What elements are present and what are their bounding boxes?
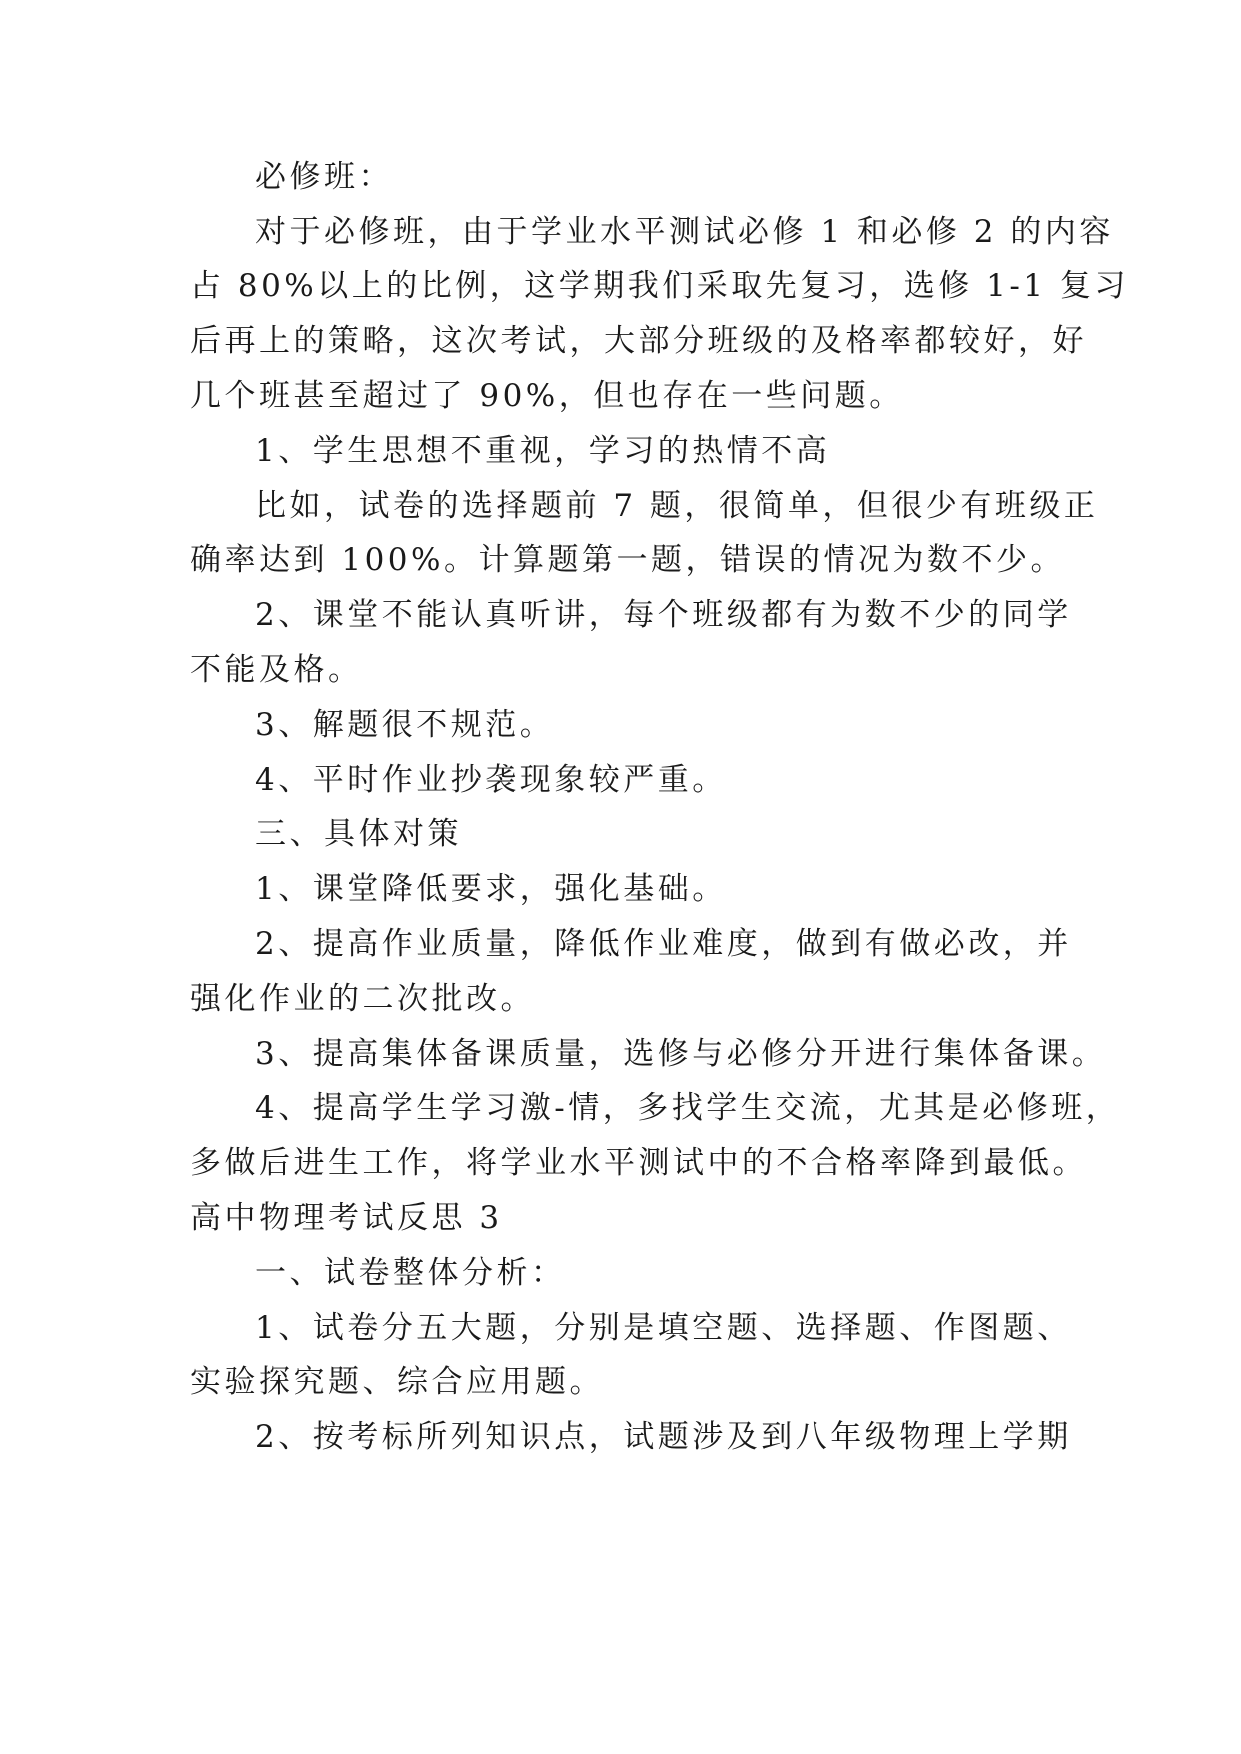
paragraph-line: 不能及格。 [190, 652, 363, 688]
paragraph-line: 对于必修班，由于学业水平测试必修 1 和必修 2 的内容 [255, 214, 1114, 250]
paragraph-line: 后再上的策略，这次考试，大部分班级的及格率都较好，好 [190, 323, 1087, 359]
paragraph-line: 几个班甚至超过了 90%，但也存在一些问题。 [190, 378, 904, 414]
paragraph-line: 确率达到 100%。计算题第一题，错误的情况为数不少。 [190, 542, 1065, 578]
paragraph-line: 1、学生思想不重视，学习的热情不高 [255, 433, 831, 469]
paragraph-line: 2、课堂不能认真听讲，每个班级都有为数不少的同学 [255, 597, 1072, 633]
paragraph-line: 2、按考标所列知识点，试题涉及到八年级物理上学期 [255, 1419, 1072, 1455]
paragraph-line: 3、提高集体备课质量，选修与必修分开进行集体备课。 [255, 1036, 1107, 1072]
paragraph-line: 必修班： [255, 159, 393, 195]
paragraph-line: 占 80%以上的比例，这学期我们采取先复习，选修 1-1 复习 [190, 268, 1129, 304]
paragraph-line: 4、提高学生学习激-情，多找学生交流，尤其是必修班， [255, 1090, 1121, 1126]
section-heading: 一、试卷整体分析： [255, 1255, 566, 1291]
paragraph-line: 2、提高作业质量，降低作业难度，做到有做必改，并 [255, 926, 1072, 962]
paragraph-line: 4、平时作业抄袭现象较严重。 [255, 762, 727, 798]
paragraph-line: 强化作业的二次批改。 [190, 981, 535, 1017]
paragraph-line: 1、试卷分五大题，分别是填空题、选择题、作图题、 [255, 1310, 1072, 1346]
paragraph-line: 实验探究题、综合应用题。 [190, 1364, 604, 1400]
section-heading: 三、具体对策 [255, 816, 462, 852]
document-title: 高中物理考试反思 3 [190, 1200, 503, 1236]
paragraph-line: 比如，试卷的选择题前 7 题，很简单，但很少有班级正 [255, 488, 1099, 524]
paragraph-line: 1、课堂降低要求，强化基础。 [255, 871, 727, 907]
paragraph-line: 多做后进生工作，将学业水平测试中的不合格率降到最低。 [190, 1145, 1087, 1181]
paragraph-line: 3、解题很不规范。 [255, 707, 555, 743]
